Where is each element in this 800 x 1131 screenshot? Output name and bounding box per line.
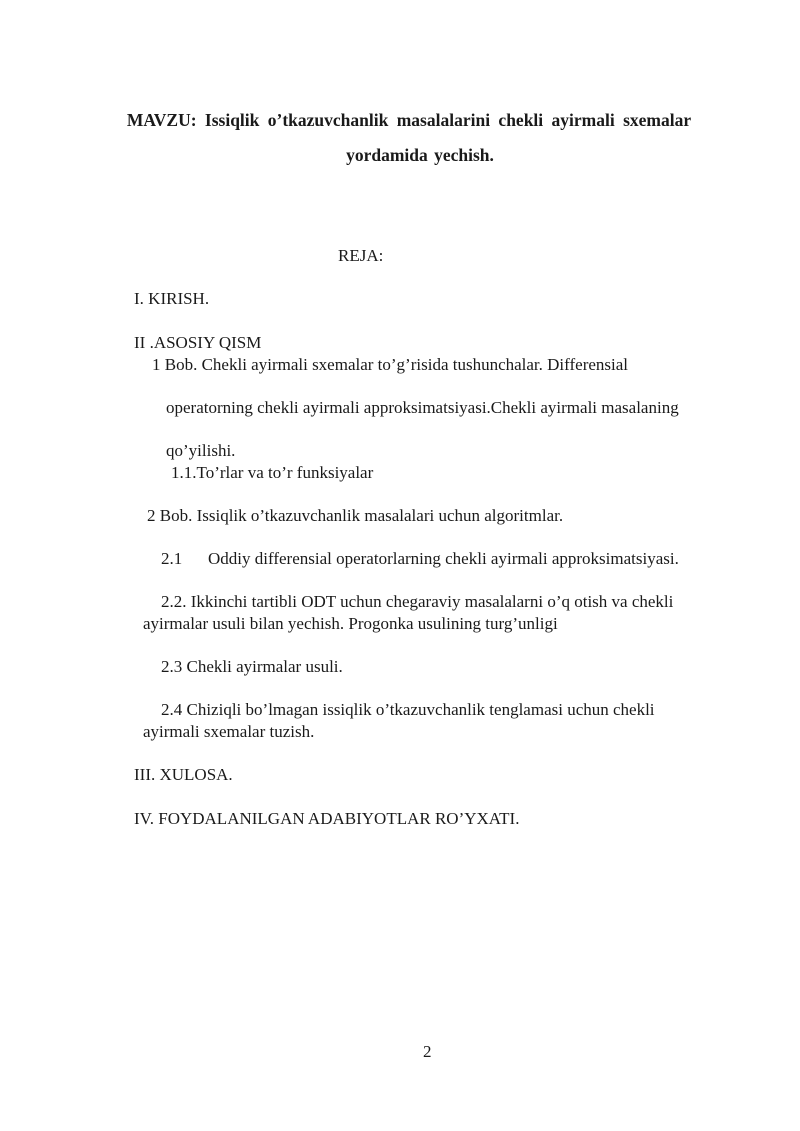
item-2-2-line-2: ayirmalar usuli bilan yechish. Progonka usulining turg’unligi	[143, 614, 558, 633]
document-title-line-2: yordamida yechish.	[346, 145, 494, 165]
item-2-3: 2.3 Chekli ayirmalar usuli.	[161, 657, 343, 676]
section-references: IV. FOYDALANILGAN ADABIYOTLAR RO’YXATI.	[134, 809, 520, 828]
chapter-1-line-3: qo’yilishi.	[166, 441, 236, 460]
chapter-1-line-2: operatorning chekli ayirmali approksimatsiyasi.Chekli ayirmali masalaning	[166, 398, 679, 417]
chapter-2-heading: 2 Bob. Issiqlik o’tkazuvchanlik masalalari uchun algoritmlar.	[147, 506, 564, 525]
item-2-1-text: Oddiy differensial operatorlarning chekli ayirmali approksimatsiyasi.	[208, 549, 679, 568]
item-2-1	[161, 549, 679, 569]
plan-heading: REJA:	[338, 246, 384, 265]
section-introduction: I. KIRISH.	[134, 289, 210, 308]
item-2-2-line-1: 2.2. Ikkinchi tartibli ODT uchun chegaraviy masalalarni o’q otish va chekli	[161, 592, 674, 611]
document-title-line-1: MAVZU: Issiqlik o’tkazuvchanlik masalalarini chekli ayirmali sxemalar	[126, 110, 692, 130]
page-number: 2	[423, 1042, 432, 1061]
section-main-part: II .ASOSIY QISM	[134, 333, 262, 352]
item-2-4-line-2: ayirmali sxemalar tuzish.	[143, 722, 315, 741]
item-2-4-line-1: 2.4 Chiziqli bo’lmagan issiqlik o’tkazuvchanlik tenglamasi uchun chekli	[161, 700, 655, 719]
item-2-1-number: 2.1	[161, 549, 183, 568]
chapter-1-line-1: 1 Bob. Chekli ayirmali sxemalar to’g’risida tushunchalar. Differensial	[152, 355, 629, 374]
item-1-1: 1.1.To’rlar va to’r funksiyalar	[171, 463, 374, 482]
section-conclusion: III. XULOSA.	[134, 765, 233, 784]
